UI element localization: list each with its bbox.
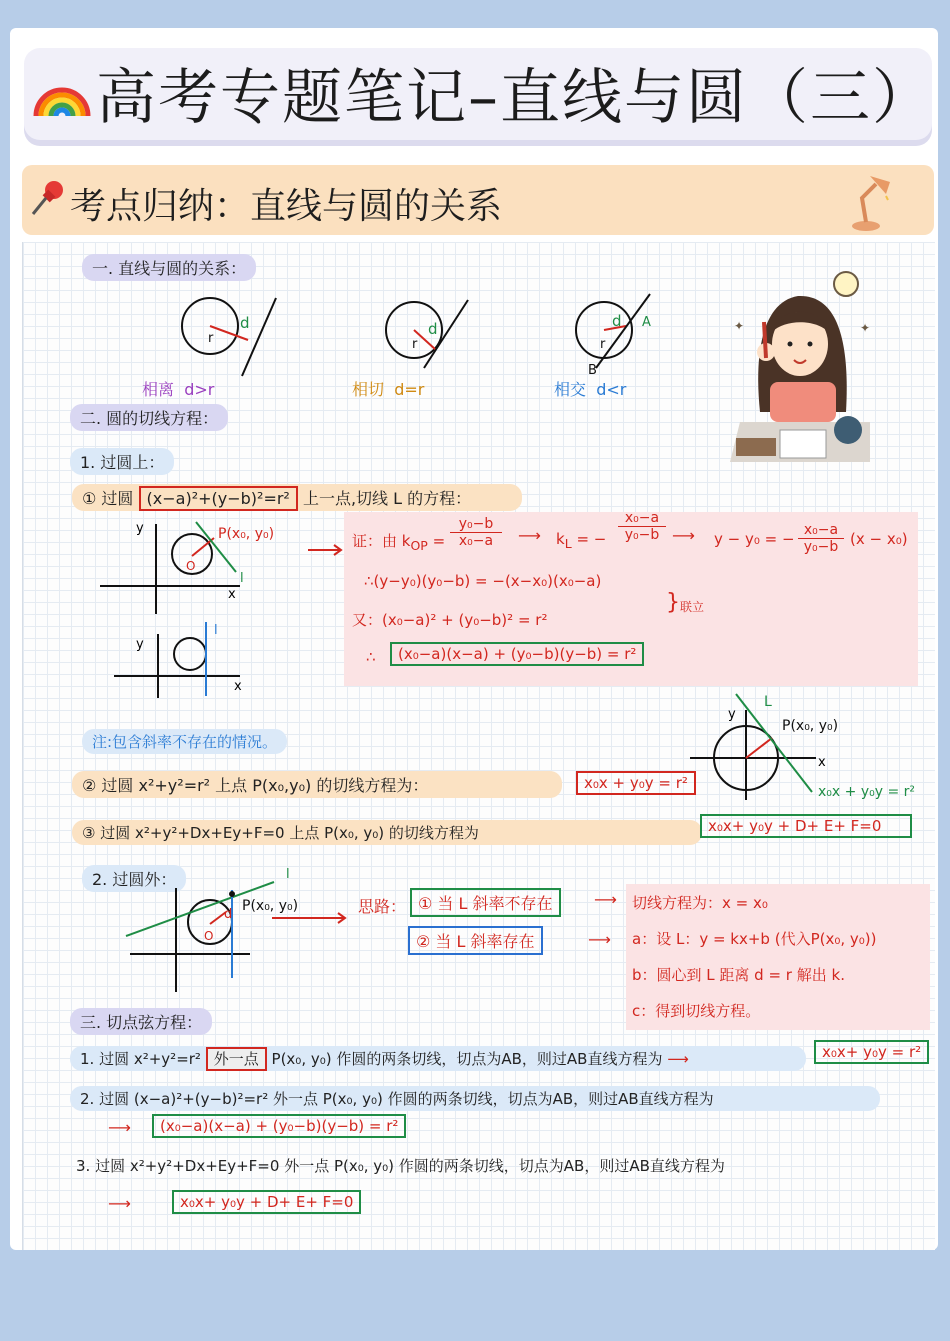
result-equation-2: x₀x + y₀y = r² — [576, 771, 696, 795]
separate-label: 相离 d>r — [142, 380, 215, 399]
brace-mark: } — [666, 590, 680, 615]
axis-y-label: y — [728, 707, 736, 722]
figure-tangent — [380, 290, 500, 390]
case-slope-undefined: ① 当 L 斜率不存在 — [410, 888, 561, 917]
figure-separate — [170, 290, 310, 390]
step-b: b：圆心到 L 距离 d = r 解出 k. — [632, 966, 845, 984]
point-b-label: B — [588, 363, 597, 378]
tangent-line-label: l — [240, 571, 244, 586]
kl-label: $k_L$ = − — [556, 530, 607, 551]
heading-two: 二. 圆的切线方程： — [70, 404, 228, 431]
student-illustration — [720, 262, 880, 472]
therefore-mark: ∴ — [366, 648, 376, 666]
intersect-label: 相交 d<r — [554, 380, 627, 399]
lianli-label: 联立 — [680, 600, 705, 614]
result-equation-3: x₀x+ y₀y + D+ E+ F=0 — [700, 814, 912, 838]
desk-lamp-icon — [846, 170, 896, 232]
fraction-one: y₀−b x₀−a — [450, 516, 502, 549]
arrow-text: ⟶ — [588, 930, 611, 949]
figure-vertical-tangent — [110, 620, 260, 700]
tangent-line-label: l — [214, 623, 218, 638]
chord-row-3: 3. 过圆 x²+y²+Dx+Ey+F=0 外一点 P(x₀, y₀) 作圆的两条切线，切点为AB，则过AB直线方程为 — [76, 1157, 725, 1175]
figure-intersect — [570, 290, 690, 390]
case-1-result: 切线方程为：x = x₀ — [632, 894, 768, 912]
chord-row-2: 2. 过圆 (x−a)²+(y−b)²=r² 外一点 P(x₀, y₀) 作圆的两条切线，切点为AB，则过AB直线方程为 — [70, 1086, 880, 1111]
tangent-equation-label: x₀x + y₀y = r² — [818, 784, 915, 800]
sparkle-icon: ✦ — [860, 321, 871, 335]
sub-heading-on-circle: 1. 过圆上： — [70, 448, 174, 475]
heading-one: 一. 直线与圆的关系： — [82, 254, 256, 281]
distance-label: d — [612, 312, 622, 330]
point-p-label: P(x₀, y₀) — [218, 526, 275, 542]
chord-row-1: 1. 过圆 x²+y²=r² 外一点 P(x₀, y₀) 作圆的两条切线，切点为AB，则过AB直线方程为 ⟶ — [70, 1046, 806, 1071]
proof-line-2: ∴(y−y₀)(y₀−b) = −(x−x₀)(x₀−a) — [364, 572, 602, 590]
outside-point-box: 外一点 — [206, 1047, 267, 1071]
proof-tail: (x − x₀) — [850, 530, 908, 548]
axis-x-label: x — [818, 755, 826, 770]
origin-label: O — [186, 559, 196, 573]
axis-y-label: y — [136, 637, 144, 652]
origin-label: O — [204, 929, 214, 943]
chord-result-3: x₀x+ y₀y + D+ E+ F=0 — [172, 1190, 361, 1214]
step-c: c：得到切线方程。 — [632, 1002, 761, 1020]
arrow-text: ⟶ — [108, 1118, 131, 1137]
axis-x-label: x — [228, 587, 236, 602]
tangent-line-label: l — [286, 867, 290, 882]
item-one: ① 过圆 (x−a)²+(y−b)²=r² 上一点,切线 L 的方程： — [72, 484, 522, 511]
result-equation-1: (x₀−a)(x−a) + (y₀−b)(y−b) = r² — [390, 642, 644, 666]
sub-heading-outside: 2. 过圆外： — [82, 865, 186, 892]
chord-result-2: (x₀−a)(x−a) + (y₀−b)(y−b) = r² — [152, 1114, 406, 1138]
arrow-text: ⟶ — [672, 526, 695, 545]
tangent-line-label: L — [764, 694, 772, 710]
tangent-label: 相切 d=r — [352, 380, 425, 399]
distance-label: d — [224, 907, 233, 922]
chord-result-1: x₀x+ y₀y = r² — [814, 1040, 929, 1064]
proof-line-3: 又：(x₀−a)² + (y₀−b)² = r² — [352, 611, 548, 629]
point-p-label: P(x₀, y₀) — [242, 898, 299, 914]
item-two: ② 过圆 x²+y²=r² 上点 P(x₀,y₀) 的切线方程为： — [72, 771, 562, 798]
arrow-text: ⟶ — [594, 890, 617, 909]
fraction-three: x₀−a y₀−b — [798, 522, 844, 555]
note-slope: 注:包含斜率不存在的情况。 — [82, 729, 287, 754]
arrow-icon — [270, 908, 350, 928]
heading-three: 三. 切点弦方程： — [70, 1008, 212, 1035]
rainbow-icon — [32, 60, 92, 120]
figure-tangent-on-circle — [100, 518, 300, 618]
page-title: 高考专题笔记–直线与圆（三） — [96, 63, 934, 133]
arrow-icon — [306, 540, 346, 560]
axis-y-label: y — [136, 521, 144, 536]
proof-line-1: 证：由 $k_{OP}$ = — [352, 532, 446, 553]
point-a-label: A — [642, 315, 651, 330]
section-subtitle: 考点归纳：直线与圆的关系 — [70, 186, 503, 227]
sparkle-icon: ✦ — [734, 319, 745, 333]
arrow-text: ⟶ — [108, 1194, 131, 1213]
item-three: ③ 过圆 x²+y²+Dx+Ey+F=0 上点 P(x₀, y₀) 的切线方程为 — [72, 820, 702, 845]
fraction-two: x₀−a y₀−b — [618, 510, 666, 543]
circle-equation-box: (x−a)²+(y−b)²=r² — [139, 486, 298, 511]
radius-label: r — [600, 337, 606, 352]
figure-origin-circle — [688, 694, 915, 800]
distance-label: d — [240, 314, 250, 332]
pushpin-icon — [30, 178, 66, 218]
distance-label: d — [428, 320, 438, 338]
figure-outside-point — [120, 868, 320, 998]
step-a: a：设 L：y = kx+b (代入P(x₀, y₀)) — [632, 930, 877, 948]
case-slope-defined: ② 当 L 斜率存在 — [408, 926, 543, 955]
y-equation: y − y₀ = − — [714, 530, 795, 548]
point-p-label: P(x₀, y₀) — [782, 718, 839, 734]
axis-x-label: x — [234, 679, 242, 694]
radius-label: r — [412, 337, 418, 352]
radius-label: r — [208, 331, 214, 346]
thinking-label: 思路： — [358, 897, 407, 916]
arrow-text: ⟶ — [518, 526, 541, 545]
